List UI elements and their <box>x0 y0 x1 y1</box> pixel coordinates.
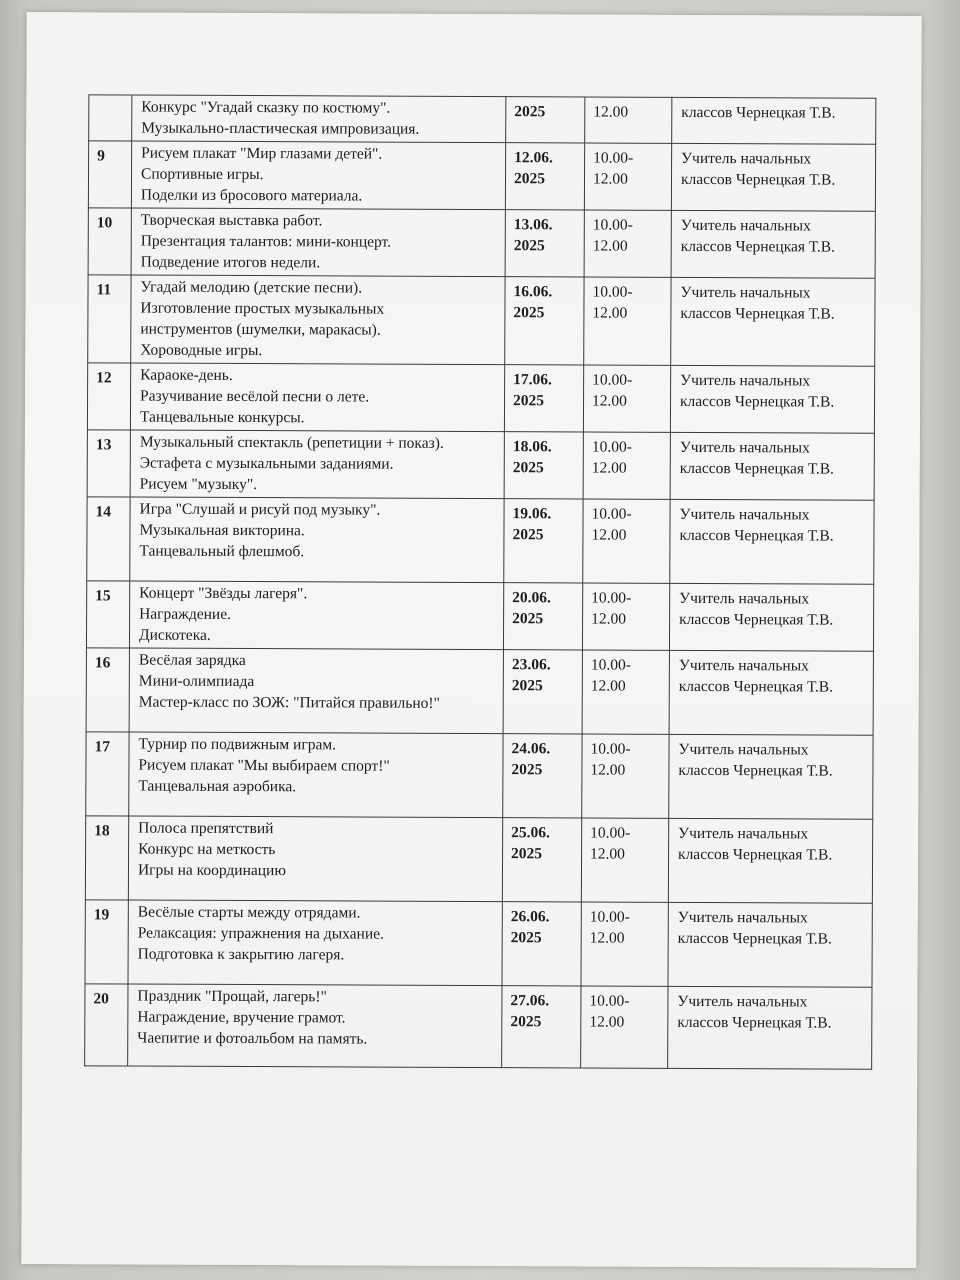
date-line: 24.06. <box>511 740 551 758</box>
time-cell <box>585 97 672 143</box>
activities-cell <box>128 816 502 902</box>
row-number-text: 14 <box>95 503 112 521</box>
activity-line: Награждение, вручение грамот. <box>137 1008 346 1027</box>
date-cell <box>503 650 582 734</box>
row-number-text: 19 <box>93 906 110 924</box>
responsible-line: классов Чернецкая Т.В. <box>679 610 834 629</box>
date-line: 18.06. <box>512 438 552 456</box>
activity-line: Рисуем плакат "Мир глазами детей". <box>141 144 383 163</box>
time-line: 10.00- <box>589 992 630 1010</box>
date-cell <box>505 210 584 277</box>
row-number-text: 17 <box>94 738 111 756</box>
responsible-cell <box>670 432 874 500</box>
date-cell <box>502 902 581 986</box>
time-line: 12.00 <box>589 1013 625 1031</box>
time-cell <box>582 583 669 650</box>
responsible-cell <box>668 986 872 1069</box>
activity-line: Танцевальные конкурсы. <box>139 408 305 427</box>
activity-line: Угадай мелодию (детские песни). <box>140 278 363 297</box>
date-line: 2025 <box>510 1013 542 1031</box>
date-line: 19.06. <box>512 505 552 523</box>
activity-line: Творческая выставка работ. <box>140 211 323 230</box>
activities-cell <box>129 581 503 650</box>
activity-line: Мини-олимпиада <box>138 672 255 691</box>
date-cell <box>505 143 584 210</box>
schedule-table-body <box>85 95 876 1069</box>
activity-line: Разучивание весёлой песни о лете. <box>140 387 370 406</box>
date-line: 2025 <box>511 677 543 695</box>
row-number <box>86 581 129 648</box>
row-number-text: 15 <box>95 587 111 605</box>
activity-line: Подготовка к закрытию лагеря. <box>137 945 345 964</box>
row-number <box>88 141 131 208</box>
activity-line: инструментов (шумелки, маракасы). <box>140 320 381 339</box>
responsible-cell <box>671 277 875 366</box>
schedule-table <box>84 94 876 1069</box>
responsible-line: Учитель начальных <box>681 149 812 168</box>
time-line: 12.00 <box>592 237 628 255</box>
table-row <box>85 816 872 903</box>
row-number-text: 13 <box>95 436 112 454</box>
time-line: 12.00 <box>591 526 627 544</box>
activities-cell <box>131 275 505 365</box>
time-line: 10.00- <box>590 824 631 842</box>
activities-cell <box>130 363 504 432</box>
date-cell <box>502 818 581 902</box>
responsible-cell <box>668 818 872 903</box>
date-line: 2025 <box>511 845 543 863</box>
row-number <box>85 900 128 984</box>
row-number <box>88 208 131 275</box>
responsible-line: Учитель начальных <box>677 992 808 1011</box>
time-cell <box>581 902 668 986</box>
responsible-line: классов Чернецкая Т.В. <box>680 237 835 256</box>
responsible-cell <box>668 902 872 987</box>
date-line: 2025 <box>513 237 545 255</box>
activity-line: Танцевальная аэробика. <box>138 777 297 796</box>
responsible-line: классов Чернецкая Т.В. <box>679 526 834 545</box>
table-row <box>85 900 872 987</box>
date-cell <box>503 583 582 650</box>
activities-cell <box>130 497 504 583</box>
date-line: 2025 <box>513 392 545 410</box>
activity-line: Спортивные игры. <box>140 165 264 184</box>
activities-cell <box>131 208 505 277</box>
time-cell <box>583 365 670 432</box>
date-line: 16.06. <box>513 283 553 301</box>
row-number-text: 9 <box>97 147 105 165</box>
responsible-line: классов Чернецкая Т.В. <box>678 761 833 780</box>
responsible-cell <box>670 499 874 584</box>
responsible-line: классов Чернецкая Т.В. <box>680 392 835 411</box>
activity-line: Подведение итогов недели. <box>140 253 321 272</box>
activity-line: Концерт "Звёзды лагеря". <box>139 584 308 603</box>
date-line: 25.06. <box>511 824 550 842</box>
time-line: 10.00- <box>592 371 633 389</box>
date-cell <box>506 97 585 143</box>
row-number <box>85 984 128 1066</box>
responsible-cell <box>669 734 873 819</box>
activity-line: Полоса препятствий <box>138 819 274 838</box>
time-line: 12.00 <box>593 103 629 121</box>
time-line: 10.00- <box>589 908 630 926</box>
activities-cell <box>129 732 503 818</box>
time-cell <box>584 210 671 277</box>
table-row <box>86 732 873 819</box>
date-cell <box>502 986 581 1068</box>
date-cell <box>504 432 583 499</box>
activity-line: Хороводные игры. <box>140 341 263 360</box>
responsible-line: Учитель начальных <box>677 908 808 927</box>
date-line: 26.06. <box>510 908 550 926</box>
row-number-text: 16 <box>94 654 111 672</box>
responsible-line: классов Чернецкая Т.В. <box>680 170 836 189</box>
time-line: 10.00- <box>591 505 632 523</box>
responsible-cell <box>670 365 874 433</box>
date-line: 2025 <box>514 103 546 121</box>
table-row <box>89 95 876 144</box>
paper-sheet <box>21 12 921 1268</box>
date-line: 2025 <box>512 610 544 628</box>
activity-line: Весёлая зарядка <box>138 651 246 670</box>
responsible-line: классов Чернецкая Т.В. <box>677 929 832 948</box>
time-line: 12.00 <box>591 610 627 628</box>
date-line: 2025 <box>512 526 544 544</box>
row-number <box>85 816 128 900</box>
responsible-cell <box>669 650 873 735</box>
row-number-text: 18 <box>94 822 110 840</box>
responsible-line: Учитель начальных <box>680 216 811 235</box>
date-line: 2025 <box>513 304 545 322</box>
activity-line: Эстафета с музыкальными заданиями. <box>139 454 394 473</box>
time-line: 12.00 <box>590 677 626 695</box>
time-cell <box>583 432 670 499</box>
row-number <box>87 430 130 497</box>
time-cell <box>581 818 668 902</box>
time-line: 10.00- <box>593 149 634 167</box>
row-number-text: 10 <box>96 214 113 232</box>
table-row <box>88 275 875 366</box>
time-line: 12.00 <box>592 170 628 188</box>
responsible-line: классов Чернецкая Т.В. <box>678 845 833 864</box>
activity-line: Музыкальная викторина. <box>139 521 305 540</box>
date-cell <box>504 365 583 432</box>
date-cell <box>503 734 582 818</box>
activity-line: Игра "Слушай и рисуй под музыку". <box>139 500 381 519</box>
activity-line: Музыкально-пластическая импровизация. <box>141 119 420 138</box>
activity-line: Дискотека. <box>138 626 211 644</box>
responsible-line: Учитель начальных <box>679 438 810 457</box>
activity-line: Поделки из бросового материала. <box>140 186 363 205</box>
row-number <box>88 275 131 363</box>
activity-line: Релаксация: упражнения на дыхание. <box>137 924 384 943</box>
responsible-line: Учитель начальных <box>680 283 811 302</box>
activity-line: Изготовление простых музыкальных <box>140 299 385 318</box>
activities-cell <box>128 984 502 1068</box>
row-number <box>87 497 130 581</box>
table-row <box>86 648 873 735</box>
row-number-text: 12 <box>96 369 112 387</box>
time-line: 10.00- <box>591 589 632 607</box>
activity-line: Весёлые старты между отрядами. <box>137 903 361 922</box>
responsible-line: Учитель начальных <box>680 371 811 390</box>
time-line: 10.00- <box>590 740 631 758</box>
time-line: 10.00- <box>591 438 632 456</box>
activity-line: Игры на координацию <box>137 861 286 880</box>
activity-line: Мастер-класс по ЗОЖ: "Питайся правильно!" <box>138 693 440 712</box>
table-row <box>88 208 875 278</box>
date-line: 27.06. <box>510 992 550 1010</box>
responsible-line: Учитель начальных <box>678 824 809 843</box>
activity-line: Рисуем плакат "Мы выбираем спорт!" <box>138 756 390 775</box>
date-line: 2025 <box>511 761 543 779</box>
table-row <box>87 363 874 433</box>
responsible-line: классов Чернецкая Т.В. <box>681 103 836 122</box>
activities-cell <box>130 430 504 499</box>
responsible-cell <box>671 210 875 278</box>
responsible-line: классов Чернецкая Т.В. <box>677 1013 832 1032</box>
activity-line: Рисуем "музыку". <box>139 475 258 494</box>
date-cell <box>504 499 583 583</box>
responsible-line: классов Чернецкая Т.В. <box>679 459 835 478</box>
activities-cell <box>129 648 503 734</box>
table-row <box>87 430 874 500</box>
time-cell <box>582 650 669 734</box>
table-row <box>88 141 875 211</box>
row-number <box>87 363 130 430</box>
time-line: 12.00 <box>590 761 626 779</box>
table-row <box>87 497 874 584</box>
time-cell <box>584 277 671 365</box>
table-row <box>86 581 873 651</box>
activity-line: Конкурс "Угадай сказку по костюму". <box>141 98 391 117</box>
responsible-cell <box>669 583 873 651</box>
date-line: 23.06. <box>511 656 551 674</box>
time-cell <box>584 143 671 210</box>
date-cell <box>505 277 584 365</box>
responsible-line: Учитель начальных <box>679 505 810 524</box>
time-line: 12.00 <box>592 392 627 410</box>
responsible-cell <box>672 97 876 144</box>
table-row <box>85 984 872 1069</box>
row-number <box>86 648 129 732</box>
date-line: 12.06. <box>514 149 553 167</box>
activity-line: Танцевальный флешмоб. <box>139 542 305 561</box>
activity-line: Караоке-день. <box>140 366 233 384</box>
time-line: 10.00- <box>592 283 633 301</box>
activities-cell <box>131 141 505 210</box>
activities-cell <box>128 900 502 986</box>
time-cell <box>583 499 670 583</box>
row-number <box>89 95 132 141</box>
activity-line: Конкурс на меткость <box>138 840 276 859</box>
responsible-line: Учитель начальных <box>678 740 809 759</box>
date-line: 20.06. <box>512 589 551 607</box>
responsible-line: классов Чернецкая Т.В. <box>678 677 834 696</box>
activity-line: Награждение. <box>139 605 232 623</box>
activity-line: Презентация талантов: мини-концерт. <box>140 232 392 251</box>
date-line: 2025 <box>512 459 544 477</box>
row-number <box>86 732 129 816</box>
activity-line: Турнир по подвижным играм. <box>138 735 337 754</box>
date-line: 2025 <box>510 929 542 947</box>
date-line: 13.06. <box>513 216 553 234</box>
responsible-cell <box>671 143 875 211</box>
time-cell <box>582 734 669 818</box>
date-line: 2025 <box>513 170 546 188</box>
activities-cell <box>132 95 506 143</box>
responsible-line: классов Чернецкая Т.В. <box>680 304 835 323</box>
activity-line: Праздник "Прощай, лагерь!" <box>137 987 327 1006</box>
time-line: 12.00 <box>591 459 627 477</box>
time-line: 12.00 <box>592 304 628 322</box>
row-number-text: 11 <box>96 281 112 299</box>
time-line: 12.00 <box>589 929 625 947</box>
date-line: 17.06. <box>513 371 552 389</box>
time-cell <box>581 986 668 1068</box>
activity-line: Музыкальный спектакль (репетиции + показ). <box>139 433 444 452</box>
responsible-line: Учитель начальных <box>678 656 809 675</box>
time-line: 10.00- <box>592 216 633 234</box>
responsible-line: Учитель начальных <box>679 589 810 608</box>
time-line: 10.00- <box>590 656 631 674</box>
activity-line: Чаепитие и фотоальбом на память. <box>137 1029 368 1048</box>
time-line: 12.00 <box>590 845 625 863</box>
row-number-text: 20 <box>93 990 109 1008</box>
